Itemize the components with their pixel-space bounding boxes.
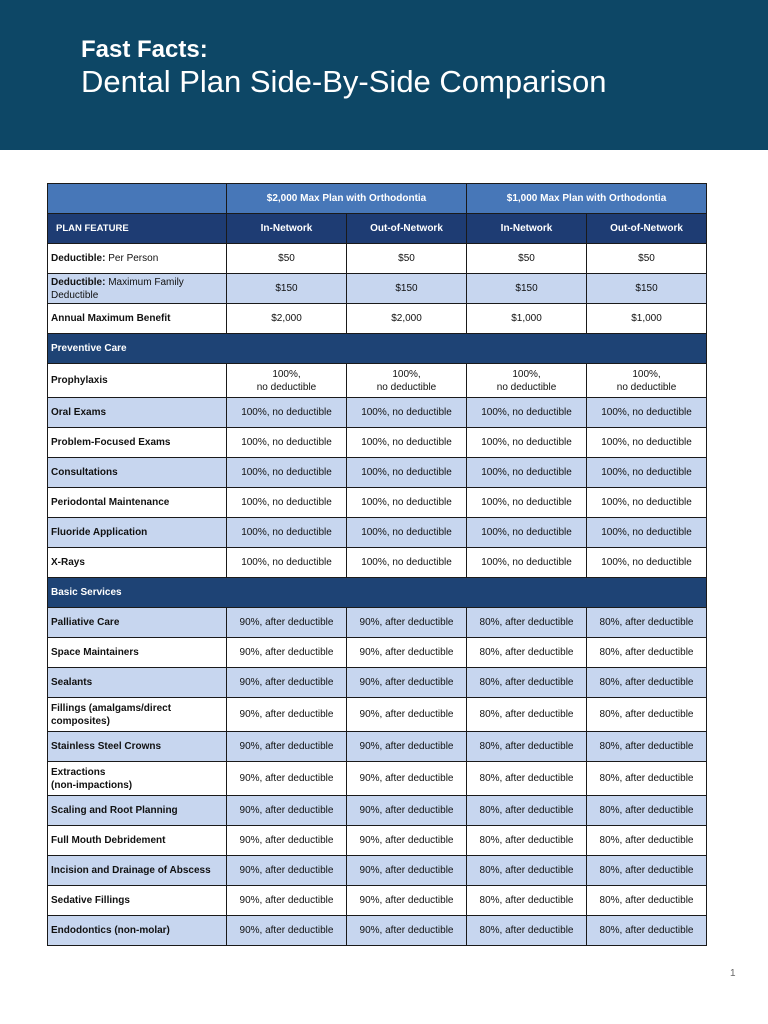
value-cell: 100%, no deductible bbox=[227, 458, 347, 488]
feature-label: Endodontics (non-molar) bbox=[48, 916, 227, 946]
value-cell: 90%, after deductible bbox=[227, 638, 347, 668]
value-cell: 90%, after deductible bbox=[347, 886, 467, 916]
value-cell: 90%, after deductible bbox=[227, 856, 347, 886]
table-row bbox=[48, 428, 707, 458]
page-header bbox=[0, 0, 768, 150]
value-cell: $2,000 bbox=[227, 304, 347, 334]
value-cell: 90%, after deductible bbox=[347, 762, 467, 796]
value-cell: 100%, no deductible bbox=[587, 428, 707, 458]
table-row bbox=[48, 458, 707, 488]
feature-label: Extractions (non-impactions) bbox=[48, 762, 227, 796]
value-cell: 90%, after deductible bbox=[347, 826, 467, 856]
feature-label-bold: Annual Maximum Benefit bbox=[51, 313, 171, 324]
value-cell: 100%, no deductible bbox=[347, 428, 467, 458]
value-cell: 90%, after deductible bbox=[347, 732, 467, 762]
table-row bbox=[48, 548, 707, 578]
network-header: Out-of-Network bbox=[347, 214, 467, 244]
value-cell: 80%, after deductible bbox=[467, 698, 587, 732]
table-row bbox=[48, 762, 707, 796]
value-cell: 90%, after deductible bbox=[227, 608, 347, 638]
plan-1000-header: $1,000 Max Plan with Orthodontia bbox=[467, 184, 707, 214]
feature-label-bold: Deductible: bbox=[51, 276, 106, 288]
value-cell: $50 bbox=[347, 244, 467, 274]
value-cell: 90%, after deductible bbox=[227, 916, 347, 946]
feature-label bbox=[48, 274, 227, 304]
value-cell: 100%, no deductible bbox=[227, 488, 347, 518]
value-cell: $1,000 bbox=[587, 304, 707, 334]
value-cell: 90%, after deductible bbox=[347, 698, 467, 732]
value-cell: $150 bbox=[227, 274, 347, 304]
value-cell: 100%, no deductible bbox=[467, 398, 587, 428]
value-cell: 90%, after deductible bbox=[347, 796, 467, 826]
value-cell: 80%, after deductible bbox=[587, 668, 707, 698]
value-cell: $50 bbox=[587, 244, 707, 274]
feature-label: Consultations bbox=[48, 458, 227, 488]
value-cell: $1,000 bbox=[467, 304, 587, 334]
value-cell: 100%, no deductible bbox=[227, 548, 347, 578]
feature-label: Sealants bbox=[48, 668, 227, 698]
section-header-basic bbox=[48, 578, 707, 608]
comparison-table-body bbox=[48, 184, 707, 946]
value-cell: $50 bbox=[467, 244, 587, 274]
value-cell: 80%, after deductible bbox=[467, 668, 587, 698]
value-cell: 100%, no deductible bbox=[467, 428, 587, 458]
feature-label: Periodontal Maintenance bbox=[48, 488, 227, 518]
plan-feature-header: PLAN FEATURE bbox=[48, 214, 227, 244]
value-cell: 80%, after deductible bbox=[587, 638, 707, 668]
feature-label: X-Rays bbox=[48, 548, 227, 578]
feature-label-bold: Deductible: bbox=[51, 253, 106, 264]
feature-label: Palliative Care bbox=[48, 608, 227, 638]
table-row bbox=[48, 364, 707, 398]
value-cell: 90%, after deductible bbox=[347, 608, 467, 638]
table-row bbox=[48, 916, 707, 946]
value-cell: 80%, after deductible bbox=[587, 762, 707, 796]
value-cell: 80%, after deductible bbox=[587, 886, 707, 916]
value-cell: 100%, no deductible bbox=[467, 488, 587, 518]
table-row bbox=[48, 856, 707, 886]
page-number: 1 bbox=[730, 968, 736, 979]
value-cell: 90%, after deductible bbox=[227, 886, 347, 916]
value-cell: 80%, after deductible bbox=[467, 762, 587, 796]
header-kicker: Fast Facts: bbox=[81, 36, 208, 63]
value-cell: 100%, no deductible bbox=[347, 488, 467, 518]
feature-label: Full Mouth Debridement bbox=[48, 826, 227, 856]
comparison-table bbox=[47, 183, 707, 946]
page-title: Dental Plan Side-By-Side Comparison bbox=[81, 64, 607, 99]
value-cell: 90%, after deductible bbox=[347, 668, 467, 698]
table-row bbox=[48, 244, 707, 274]
feature-label bbox=[48, 304, 227, 334]
value-cell: 100%, no deductible bbox=[467, 364, 587, 398]
table-row bbox=[48, 638, 707, 668]
table-row bbox=[48, 886, 707, 916]
value-cell: 90%, after deductible bbox=[347, 916, 467, 946]
value-cell: 80%, after deductible bbox=[587, 826, 707, 856]
network-header-row bbox=[48, 214, 707, 244]
value-cell: 100%, no deductible bbox=[347, 458, 467, 488]
value-cell: $150 bbox=[467, 274, 587, 304]
value-cell: 90%, after deductible bbox=[227, 762, 347, 796]
value-cell: 80%, after deductible bbox=[467, 796, 587, 826]
value-cell: $50 bbox=[227, 244, 347, 274]
value-cell: 80%, after deductible bbox=[467, 732, 587, 762]
value-cell: 100%, no deductible bbox=[227, 428, 347, 458]
value-cell: 80%, after deductible bbox=[587, 608, 707, 638]
feature-label-detail: Maximum Family Deductible bbox=[51, 276, 184, 301]
plan-header-row bbox=[48, 184, 707, 214]
feature-label: Fluoride Application bbox=[48, 518, 227, 548]
section-header-preventive bbox=[48, 334, 707, 364]
value-cell: 90%, after deductible bbox=[227, 668, 347, 698]
value-cell: 80%, after deductible bbox=[587, 732, 707, 762]
value-cell: 80%, after deductible bbox=[467, 638, 587, 668]
table-row bbox=[48, 488, 707, 518]
table-row bbox=[48, 826, 707, 856]
value-cell: $150 bbox=[347, 274, 467, 304]
value-cell: 100%, no deductible bbox=[467, 458, 587, 488]
value-cell: 100%, no deductible bbox=[227, 364, 347, 398]
value-cell: $150 bbox=[587, 274, 707, 304]
value-cell: 100%, no deductible bbox=[467, 548, 587, 578]
section-label: Preventive Care bbox=[48, 334, 707, 364]
table-row bbox=[48, 304, 707, 334]
feature-label: Sedative Fillings bbox=[48, 886, 227, 916]
value-cell: 100%, no deductible bbox=[347, 398, 467, 428]
value-cell: 100%, no deductible bbox=[347, 364, 467, 398]
value-cell: 80%, after deductible bbox=[467, 826, 587, 856]
value-cell: 90%, after deductible bbox=[227, 826, 347, 856]
feature-label: Problem-Focused Exams bbox=[48, 428, 227, 458]
value-cell: 100%, no deductible bbox=[227, 518, 347, 548]
feature-label: Oral Exams bbox=[48, 398, 227, 428]
feature-label: Space Maintainers bbox=[48, 638, 227, 668]
table-row bbox=[48, 668, 707, 698]
table-row bbox=[48, 698, 707, 732]
value-cell: 90%, after deductible bbox=[227, 796, 347, 826]
table-row bbox=[48, 796, 707, 826]
value-cell: 90%, after deductible bbox=[227, 698, 347, 732]
table-row bbox=[48, 732, 707, 762]
value-cell: 100%, no deductible bbox=[587, 364, 707, 398]
network-header: In-Network bbox=[227, 214, 347, 244]
value-cell: 100%, no deductible bbox=[587, 458, 707, 488]
section-label: Basic Services bbox=[48, 578, 707, 608]
value-cell: $2,000 bbox=[347, 304, 467, 334]
network-header: Out-of-Network bbox=[587, 214, 707, 244]
value-cell: 100%, no deductible bbox=[587, 548, 707, 578]
value-cell: 100%, no deductible bbox=[587, 398, 707, 428]
value-cell: 90%, after deductible bbox=[347, 856, 467, 886]
feature-label: Scaling and Root Planning bbox=[48, 796, 227, 826]
value-cell: 90%, after deductible bbox=[227, 732, 347, 762]
value-cell: 80%, after deductible bbox=[467, 916, 587, 946]
value-cell: 100%, no deductible bbox=[587, 518, 707, 548]
value-cell: 80%, after deductible bbox=[587, 698, 707, 732]
plan-2000-header: $2,000 Max Plan with Orthodontia bbox=[227, 184, 467, 214]
value-cell: 100%, no deductible bbox=[587, 488, 707, 518]
value-cell: 100%, no deductible bbox=[347, 518, 467, 548]
feature-label: Fillings (amalgams/direct composites) bbox=[48, 698, 227, 732]
value-cell: 100%, no deductible bbox=[347, 548, 467, 578]
value-cell: 80%, after deductible bbox=[467, 886, 587, 916]
value-cell: 100%, no deductible bbox=[467, 518, 587, 548]
feature-label bbox=[48, 244, 227, 274]
table-row bbox=[48, 608, 707, 638]
table-row bbox=[48, 398, 707, 428]
table-row bbox=[48, 518, 707, 548]
feature-label-detail: Per Person bbox=[105, 253, 159, 264]
network-header: In-Network bbox=[467, 214, 587, 244]
feature-label: Prophylaxis bbox=[48, 364, 227, 398]
value-cell: 80%, after deductible bbox=[587, 916, 707, 946]
table-row bbox=[48, 274, 707, 304]
value-cell: 90%, after deductible bbox=[347, 638, 467, 668]
feature-label: Incision and Drainage of Abscess bbox=[48, 856, 227, 886]
value-cell: 80%, after deductible bbox=[467, 608, 587, 638]
value-cell: 80%, after deductible bbox=[467, 856, 587, 886]
feature-label: Stainless Steel Crowns bbox=[48, 732, 227, 762]
value-cell: 100%, no deductible bbox=[227, 398, 347, 428]
value-cell: 80%, after deductible bbox=[587, 796, 707, 826]
blank-header-cell bbox=[48, 184, 227, 214]
value-cell: 80%, after deductible bbox=[587, 856, 707, 886]
